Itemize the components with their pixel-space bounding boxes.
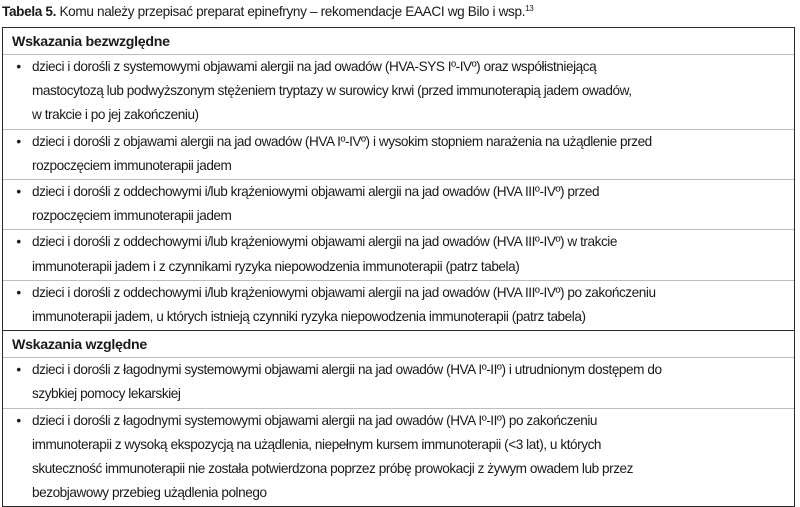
text-line: w trakcie i po jej zakończeniu) — [32, 107, 199, 123]
text-line: dzieci i dorośli z oddechowymi i/lub krążeniowymi objawami alergii na jad owadów (HVA IIIº-IVº) przed — [32, 184, 600, 200]
section-relative-indications — [3, 330, 794, 506]
bullet-icon: • — [16, 59, 21, 74]
list-item — [3, 179, 794, 229]
text-line: dzieci i dorośli z łagodnymi systemowymi objawami alergii na jad owadów (HVA Iº-IIº) i utrudnionym dostępem do — [32, 362, 662, 378]
text-line: skuteczność immunoterapii nie została potwierdzona poprzez próbę prowokacji z żywym owadem lub przez — [32, 461, 634, 477]
text-line: dzieci i dorośli z objawami alergii na jad owadów (HVA Iº-IVº) i wysokim stopniem narażenia na użądlenie przed — [32, 133, 652, 149]
table-caption-reference: 13 — [525, 4, 534, 13]
bullet-icon: • — [16, 362, 21, 378]
text-line: immunoterapii z wysoką ekspozycją na użądlenia, niepełnym kursem immunoterapii (<3 lat), u których — [32, 436, 602, 452]
list-item — [3, 129, 794, 179]
indication-list — [3, 357, 794, 506]
section-title: Wskazania bezwzględne — [12, 34, 170, 50]
bullet-icon: • — [16, 284, 21, 300]
table-caption-label: Tabela 5. — [2, 4, 57, 19]
list-item — [3, 280, 794, 330]
text-line: rozpoczęciem immunoterapii jadem — [32, 208, 232, 224]
text-line: dzieci i dorośli z oddechowymi i/lub krążeniowymi objawami alergii na jad owadów (HVA IIIº-IVº) w trakcie — [32, 234, 617, 250]
list-item-text — [32, 130, 790, 178]
table-caption — [2, 4, 533, 19]
list-item — [3, 54, 794, 129]
text-line: szybkiej pomocy lekarskiej — [32, 386, 181, 402]
list-item-text — [32, 55, 790, 128]
indication-list — [3, 54, 794, 330]
list-item-text — [32, 281, 790, 329]
text-line: dzieci i dorośli z oddechowymi i/lub krążeniowymi objawami alergii na jad owadów (HVA IIIº-IVº) po zakończeniu — [32, 284, 656, 300]
text-line: bezobjawowy przebieg użądlenia polnego — [32, 485, 267, 501]
text-line: immunoterapii jadem, u których istnieją czynniki ryzyka niepowodzenia immunoterapii (patrz tabela) — [32, 309, 586, 325]
table-caption-text: Komu należy przepisać preparat epinefryny – rekomendacje EAACI wg Bilo i wsp. — [56, 4, 526, 19]
list-item-text — [32, 358, 790, 406]
list-item — [3, 408, 794, 507]
text-line: dzieci i dorośli z łagodnymi systemowymi objawami alergii na jad owadów (HVA Iº-IIº) po zakończeniu — [32, 412, 598, 428]
text-line: dzieci i dorośli z systemowymi objawami alergii na jad owadów (HVA-SYS Iº-IVº) oraz współistniejącą — [32, 59, 597, 74]
bullet-icon: • — [16, 412, 21, 428]
list-item-text — [32, 409, 790, 506]
list-item-text — [32, 180, 790, 228]
list-item — [3, 357, 794, 407]
list-item-text — [32, 230, 790, 278]
recommendations-table — [2, 27, 795, 507]
bullet-icon: • — [16, 133, 21, 149]
text-line: immunoterapii jadem i z czynnikami ryzyka niepowodzenia immunoterapii (patrz tabela) — [32, 258, 520, 274]
bullet-icon: • — [16, 184, 21, 200]
text-line: mastocytozą lub podwyższonym stężeniem tryptazy w surowicy krwi (przed immunoterapią jadem owadów, — [32, 83, 632, 99]
section-title: Wskazania względne — [12, 337, 147, 354]
section-absolute-indications — [3, 28, 794, 330]
list-item — [3, 229, 794, 279]
text-line: rozpoczęciem immunoterapii jadem — [32, 157, 232, 173]
bullet-icon: • — [16, 234, 21, 250]
